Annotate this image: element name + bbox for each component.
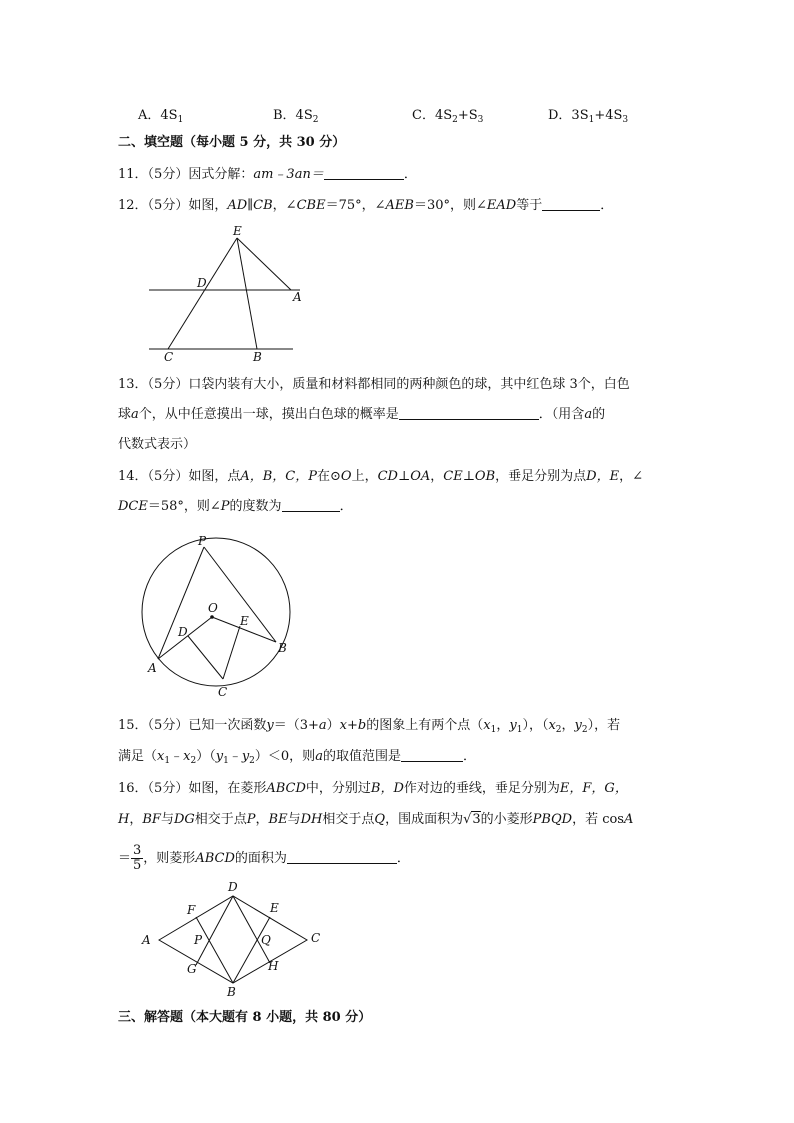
- question-15-line2: 满足$(x_1﹣x_2)(y_1﹣y_2)<0$，则a的取值范围是 ．: [118, 749, 476, 766]
- label-p: P: [198, 534, 207, 548]
- question-12: 12．（5分）如图，AD∥CB，∠CBE＝75°，∠AEB＝30°，则∠EAD等于 ．: [118, 198, 614, 213]
- label-a: A: [148, 661, 157, 675]
- label-o: O: [208, 601, 218, 615]
- section-title-solutions: 三、解答题（本大题有 8 小题，共 80 分）: [118, 1010, 372, 1025]
- label-g: G: [187, 962, 197, 976]
- label-b: B: [278, 641, 287, 655]
- label-a: A: [142, 933, 151, 947]
- question-11: 11．（5分）因式分解：am﹣3an＝ ．: [118, 167, 417, 182]
- label-e: E: [270, 901, 279, 915]
- section-title-fill-in: 二、填空题（每小题 5 分，共 30 分）: [118, 135, 346, 150]
- question-14-line2: DCE＝58°，则∠P的度数为 ．: [118, 499, 353, 514]
- question-16-line3: ＝ $\frac{3}{5}$ ，则菱形ABCD的面积为 ．: [118, 843, 410, 873]
- label-e: E: [233, 224, 242, 238]
- question-13-line1: 13．（5分）口袋内装有大小，质量和材料都相同的两种颜色的球，其中红色球 3个，白色: [118, 377, 630, 392]
- label-p: P: [194, 933, 203, 947]
- label-c: C: [311, 931, 321, 945]
- question-16-line1: 16．（5分）如图，在菱形ABCD中，分别过B，D作对边的垂线，垂足分别为E，F，G，: [118, 781, 628, 796]
- label-h: H: [268, 959, 279, 973]
- option-d: D．$3S_1+4S_3$: [548, 108, 629, 125]
- label-e: E: [240, 614, 249, 628]
- label-b: B: [253, 350, 262, 364]
- label-d: D: [197, 276, 207, 290]
- option-b: B．$4S_2$: [273, 108, 319, 125]
- option-a: A．$4S_1$: [138, 108, 184, 125]
- label-q: Q: [261, 933, 271, 947]
- label-b: B: [227, 985, 236, 999]
- label-d: D: [178, 625, 188, 639]
- question-13-line2: 球a个，从中任意摸出一球，摸出白色球的概率是 ．（用含a的: [118, 407, 606, 422]
- label-c: C: [218, 685, 228, 699]
- fraction-3-5: $\frac{3}{5}$: [133, 843, 142, 873]
- label-f: F: [187, 903, 196, 917]
- question-16-line2: H，BF与DG相交于点P，BE与DH相交于点Q，围成面积为√3的小菱形PBQD，若 cosA: [118, 812, 634, 827]
- question-14-line1: 14．（5分）如图，点A，B，C，P在⊙O上，CD⊥OA，CE⊥OB，垂足分别为点D，E，∠: [118, 469, 643, 484]
- question-15-line1: 15．（5分）已知一次函数y＝（3+a）x+b的图象上有两个点（$x_1$，$y_1$），（$x_2$，$y_2$），若: [118, 718, 621, 735]
- option-c: C．$4S_2+S_3$: [412, 108, 484, 125]
- label-a: A: [293, 290, 302, 304]
- label-d: D: [228, 880, 238, 894]
- label-c: C: [164, 350, 174, 364]
- question-13-line3: 代数式表示）: [118, 437, 197, 452]
